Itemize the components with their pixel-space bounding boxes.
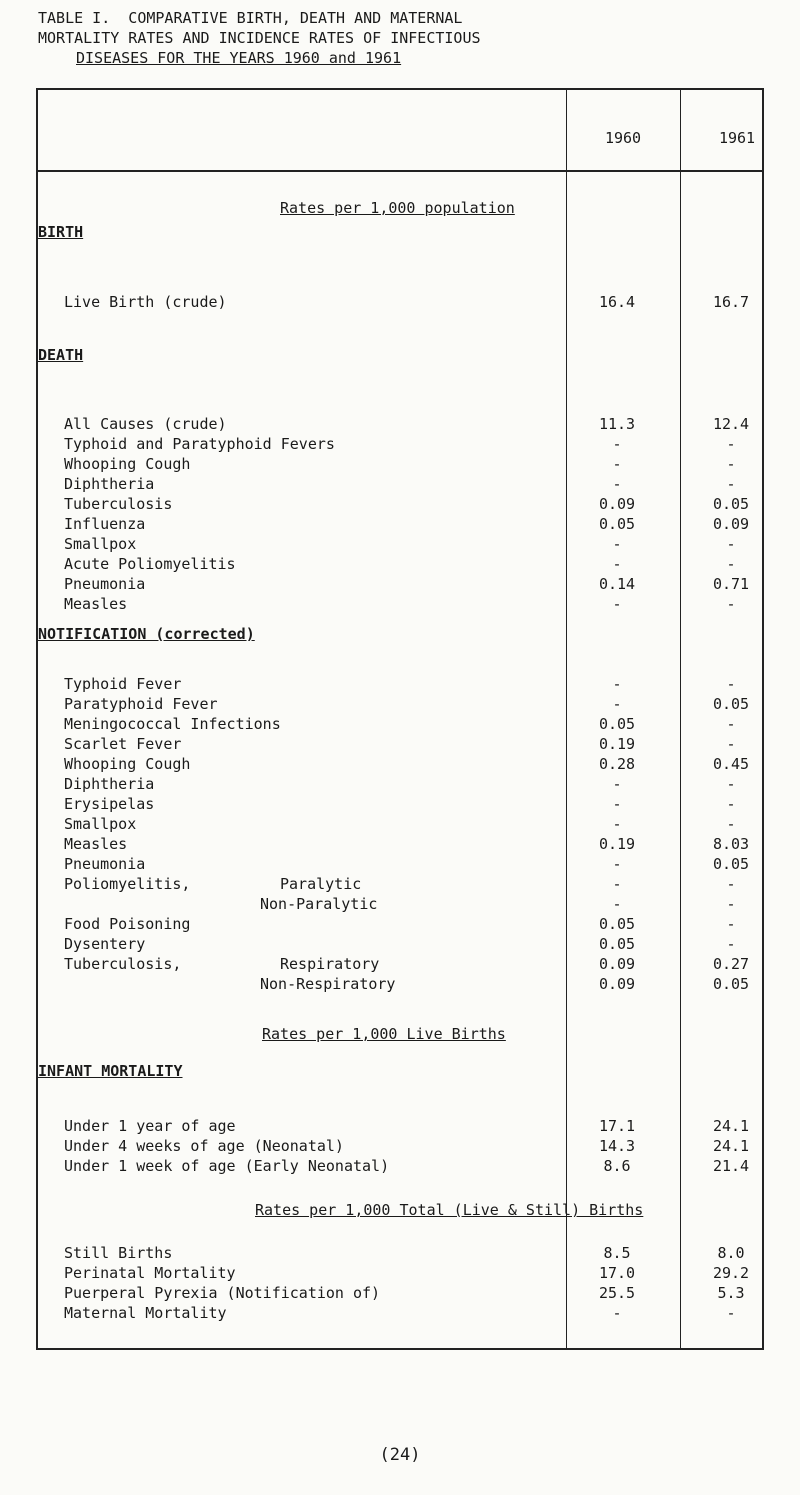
value-1961-under-4-weeks: 24.1	[712, 1137, 750, 1155]
row-label-pneumonia-notif: Pneumonia	[64, 855, 146, 873]
row-label-paratyphoid-notif: Paratyphoid Fever	[64, 695, 218, 713]
value-1960-smallpox-notif: -	[612, 815, 622, 833]
value-1961-smallpox-notif: -	[726, 815, 736, 833]
value-1961-measles-notif: 8.03	[712, 835, 750, 853]
value-1961-tuberculosis-death: 0.05	[712, 495, 750, 513]
row-label-meningococcal: Meningococcal Infections	[64, 715, 281, 733]
value-1960-measles-death: -	[612, 595, 622, 613]
row-label-influenza-death: Influenza	[64, 515, 146, 533]
value-1960-under-1-year: 17.1	[598, 1117, 636, 1135]
value-1961-scarlet: -	[726, 735, 736, 753]
value-1961-polio-death: -	[726, 555, 736, 573]
row-label-tuberculosis-death: Tuberculosis	[64, 495, 173, 513]
value-1961-pneumonia-death: 0.71	[712, 575, 750, 593]
row-label-typhoid-para-fevers: Typhoid and Paratyphoid Fevers	[64, 435, 335, 453]
value-1961-smallpox-death: -	[726, 535, 736, 553]
row-label-puerperal: Puerperal Pyrexia (Notification of)	[64, 1284, 381, 1302]
row-label-polio-nonparalytic: Non-Paralytic	[260, 895, 378, 913]
title-line-3: DISEASES FOR THE YEARS 1960 and 1961	[76, 49, 402, 67]
value-1960-typhoid-notif: -	[612, 675, 622, 693]
value-1960-perinatal: 17.0	[598, 1264, 636, 1282]
title-line-1: TABLE I. COMPARATIVE BIRTH, DEATH AND MATERNAL	[38, 9, 463, 27]
row-label-scarlet: Scarlet Fever	[64, 735, 182, 753]
row-label-food-poisoning: Food Poisoning	[64, 915, 191, 933]
table-title	[38, 8, 758, 68]
row-label-all-causes: All Causes (crude)	[64, 415, 227, 433]
title-line-2: MORTALITY RATES AND INCIDENCE RATES OF INFECTIOUS	[38, 29, 481, 47]
row-label-live-birth: Live Birth (crude)	[64, 293, 227, 311]
row-label-smallpox-death: Smallpox	[64, 535, 137, 553]
value-1961-under-1-year: 24.1	[712, 1117, 750, 1135]
value-1961-all-causes: 12.4	[712, 415, 750, 433]
value-1960-whooping-notif: 0.28	[598, 755, 636, 773]
row-label-erysipelas: Erysipelas	[64, 795, 155, 813]
row-label-whooping-notif: Whooping Cough	[64, 755, 191, 773]
section-heading-rates-population: Rates per 1,000 population	[280, 199, 515, 217]
value-1961-puerperal: 5.3	[717, 1284, 745, 1302]
value-1960-measles-notif: 0.19	[598, 835, 636, 853]
section-heading-birth: BIRTH	[38, 223, 84, 241]
value-1960-maternal: -	[612, 1304, 622, 1322]
value-1960-diphtheria-notif: -	[612, 775, 622, 793]
value-1961-diphtheria-death: -	[726, 475, 736, 493]
value-1961-influenza-death: 0.09	[712, 515, 750, 533]
value-1960-all-causes: 11.3	[598, 415, 636, 433]
value-1960-still-births: 8.5	[603, 1244, 631, 1262]
row-label-maternal: Maternal Mortality	[64, 1304, 227, 1322]
value-1961-polio-nonparalytic: -	[726, 895, 736, 913]
row-label-tb-nonrespiratory: Non-Respiratory	[260, 975, 396, 993]
row-label-smallpox-notif: Smallpox	[64, 815, 137, 833]
row-label-diphtheria-death: Diphtheria	[64, 475, 155, 493]
value-1961-paratyphoid-notif: 0.05	[712, 695, 750, 713]
value-1961-typhoid-para-fevers: -	[726, 435, 736, 453]
row-label-pneumonia-death: Pneumonia	[64, 575, 146, 593]
value-1960-pneumonia-notif: -	[612, 855, 622, 873]
row-label-dysentery: Dysentery	[64, 935, 146, 953]
row-label-under-1-year: Under 1 year of age	[64, 1117, 236, 1135]
page-number: (24)	[379, 1445, 421, 1465]
value-1960-live-birth: 16.4	[598, 293, 636, 311]
value-1960-under-4-weeks: 14.3	[598, 1137, 636, 1155]
row-label-measles-notif: Measles	[64, 835, 128, 853]
value-1960-paratyphoid-notif: -	[612, 695, 622, 713]
section-heading-notification: NOTIFICATION (corrected)	[38, 625, 255, 643]
value-1961-dysentery: -	[726, 935, 736, 953]
value-1961-tb-respiratory: 0.27	[712, 955, 750, 973]
value-1961-still-births: 8.0	[717, 1244, 745, 1262]
value-1960-polio-paralytic: -	[612, 875, 622, 893]
value-1961-under-1-week: 21.4	[712, 1157, 750, 1175]
value-1960-influenza-death: 0.05	[598, 515, 636, 533]
column-header-1960: 1960	[604, 129, 642, 147]
value-1960-pneumonia-death: 0.14	[598, 575, 636, 593]
value-1960-dysentery: 0.05	[598, 935, 636, 953]
value-1960-under-1-week: 8.6	[603, 1157, 631, 1175]
header-rule	[38, 170, 762, 172]
value-1960-puerperal: 25.5	[598, 1284, 636, 1302]
row-sublabel-tb-respiratory: Respiratory	[280, 955, 380, 973]
value-1961-erysipelas: -	[726, 795, 736, 813]
value-1960-whooping-death: -	[612, 455, 622, 473]
value-1961-maternal: -	[726, 1304, 736, 1322]
value-1961-measles-death: -	[726, 595, 736, 613]
value-1961-whooping-death: -	[726, 455, 736, 473]
row-label-under-4-weeks: Under 4 weeks of age (Neonatal)	[64, 1137, 344, 1155]
section-heading-death: DEATH	[38, 346, 84, 364]
value-1961-meningococcal: -	[726, 715, 736, 733]
row-label-still-births: Still Births	[64, 1244, 173, 1262]
column-header-1961: 1961	[718, 129, 756, 147]
row-label-perinatal: Perinatal Mortality	[64, 1264, 236, 1282]
value-1961-typhoid-notif: -	[726, 675, 736, 693]
row-label-whooping-death: Whooping Cough	[64, 455, 191, 473]
row-sublabel-polio-paralytic: Paralytic	[280, 875, 362, 893]
value-1961-pneumonia-notif: 0.05	[712, 855, 750, 873]
value-1960-polio-nonparalytic: -	[612, 895, 622, 913]
value-1961-tb-nonrespiratory: 0.05	[712, 975, 750, 993]
section-heading-rates-live-births: Rates per 1,000 Live Births	[262, 1025, 506, 1043]
value-1960-erysipelas: -	[612, 795, 622, 813]
section-heading-rates-total-births: Rates per 1,000 Total (Live & Still) Births	[255, 1201, 644, 1219]
value-1961-diphtheria-notif: -	[726, 775, 736, 793]
row-label-polio-death: Acute Poliomyelitis	[64, 555, 236, 573]
value-1960-smallpox-death: -	[612, 535, 622, 553]
value-1960-diphtheria-death: -	[612, 475, 622, 493]
value-1960-tuberculosis-death: 0.09	[598, 495, 636, 513]
row-label-polio-paralytic: Poliomyelitis,	[64, 875, 191, 893]
value-1961-perinatal: 29.2	[712, 1264, 750, 1282]
value-1960-tb-respiratory: 0.09	[598, 955, 636, 973]
value-1961-whooping-notif: 0.45	[712, 755, 750, 773]
value-1961-food-poisoning: -	[726, 915, 736, 933]
value-1961-live-birth: 16.7	[712, 293, 750, 311]
value-1960-tb-nonrespiratory: 0.09	[598, 975, 636, 993]
row-label-tb-respiratory: Tuberculosis,	[64, 955, 182, 973]
value-1960-typhoid-para-fevers: -	[612, 435, 622, 453]
row-label-diphtheria-notif: Diphtheria	[64, 775, 155, 793]
value-1960-meningococcal: 0.05	[598, 715, 636, 733]
section-heading-infant-mortality: INFANT MORTALITY	[38, 1062, 183, 1080]
row-label-measles-death: Measles	[64, 595, 128, 613]
value-1960-polio-death: -	[612, 555, 622, 573]
value-1960-scarlet: 0.19	[598, 735, 636, 753]
value-1961-polio-paralytic: -	[726, 875, 736, 893]
row-label-under-1-week: Under 1 week of age (Early Neonatal)	[64, 1157, 390, 1175]
value-1960-food-poisoning: 0.05	[598, 915, 636, 933]
row-label-typhoid-notif: Typhoid Fever	[64, 675, 182, 693]
